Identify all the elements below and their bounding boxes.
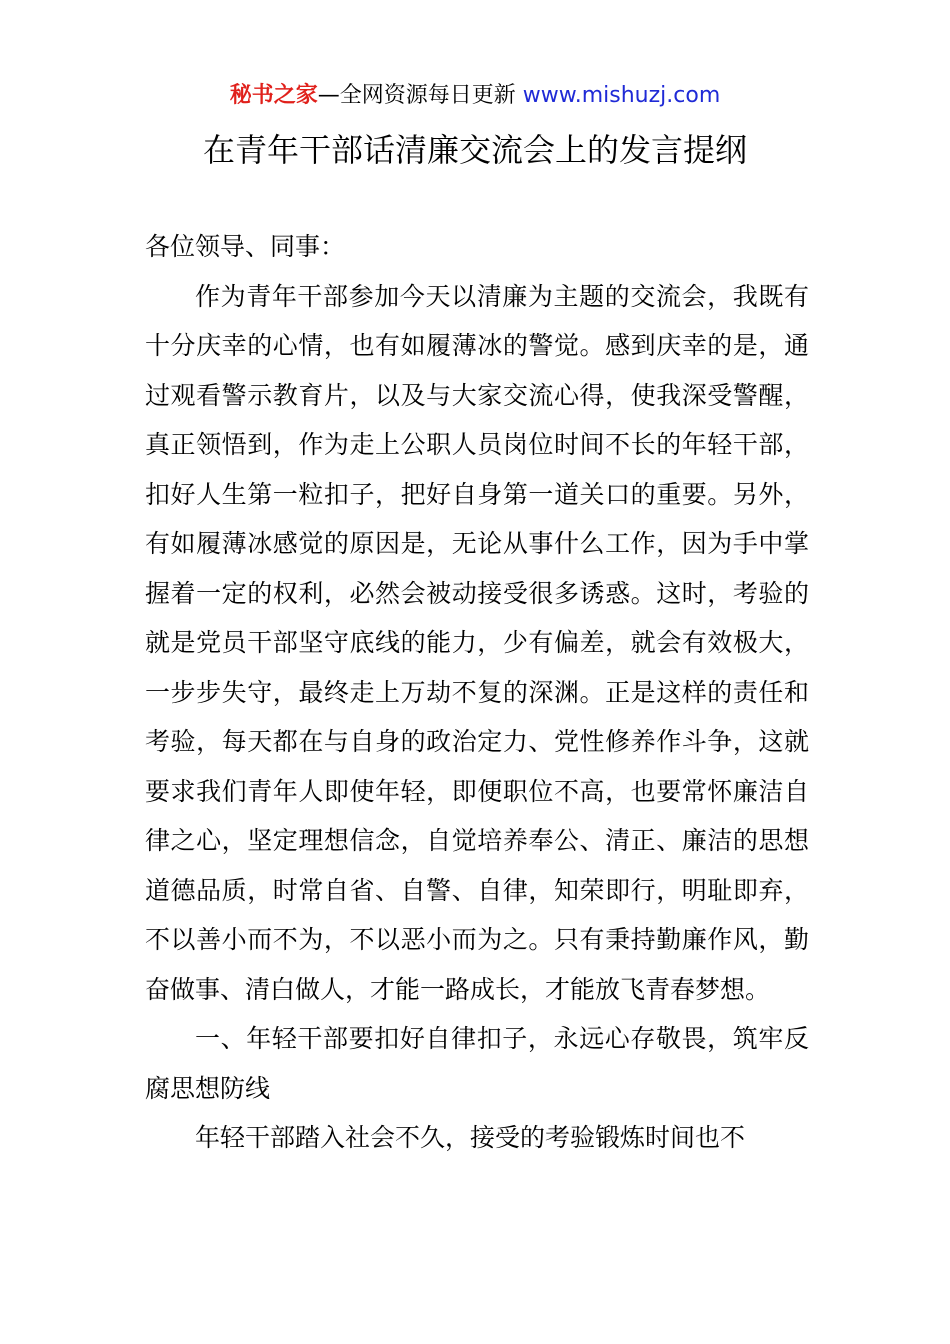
salutation: 各位领导、同事：: [145, 232, 346, 261]
body-paragraph: 作为青年干部参加今天以清廉为主题的交流会，我既有十分庆幸的心情，也有如履薄冰的警觉。感到庆幸的是，通过观看警示教育片，以及与大家交流心得，使我深受警醒，真正领悟到，作为走上公职人员岗位时间不长的年轻干部，扣好人生第一粒扣子，把好自身第一道关口的重要。另外，有如履薄冰感觉的原因是，无论从事什么工作，因为手中掌握着一定的权利，必然会被动接受很多诱惑。这时，考验的就是党员干部坚守底线的能力，少有偏差，就会有效极大，一步步失守，最终走上万劫不复的深渊。正是这样的责任和考验，每天都在与自身的政治定力、党性修养作斗争，这就要求我们青年人即使年轻，即便职位不高，也要常怀廉洁自律之心，坚定理想信念，自觉培养奉公、清正、廉洁的思想道德品质，时常自省、自警、自律，知荣即行，明耻即弃，不以善小而不为，不以恶小而为之。只有秉持勤廉作风，勤奋做事、清白做人，才能一路成长，才能放飞青春梦想。: [145, 281, 809, 1004]
site-header: [0, 80, 950, 112]
section-heading: 一、年轻干部要扣好自律扣子，永远心存敬畏，筑牢反腐思想防线: [145, 1024, 809, 1103]
body-paragraph: 年轻干部踏入社会不久，接受的考验锻炼时间也不: [195, 1123, 746, 1152]
site-url-link[interactable]: www.mishuzj.com: [522, 83, 721, 108]
document-body: [145, 222, 809, 1163]
site-tagline: —全网资源每日更新: [317, 83, 523, 108]
site-brand: 秘书之家: [229, 83, 318, 108]
document-title: 在青年干部话清廉交流会上的发言提纲: [202, 131, 747, 169]
